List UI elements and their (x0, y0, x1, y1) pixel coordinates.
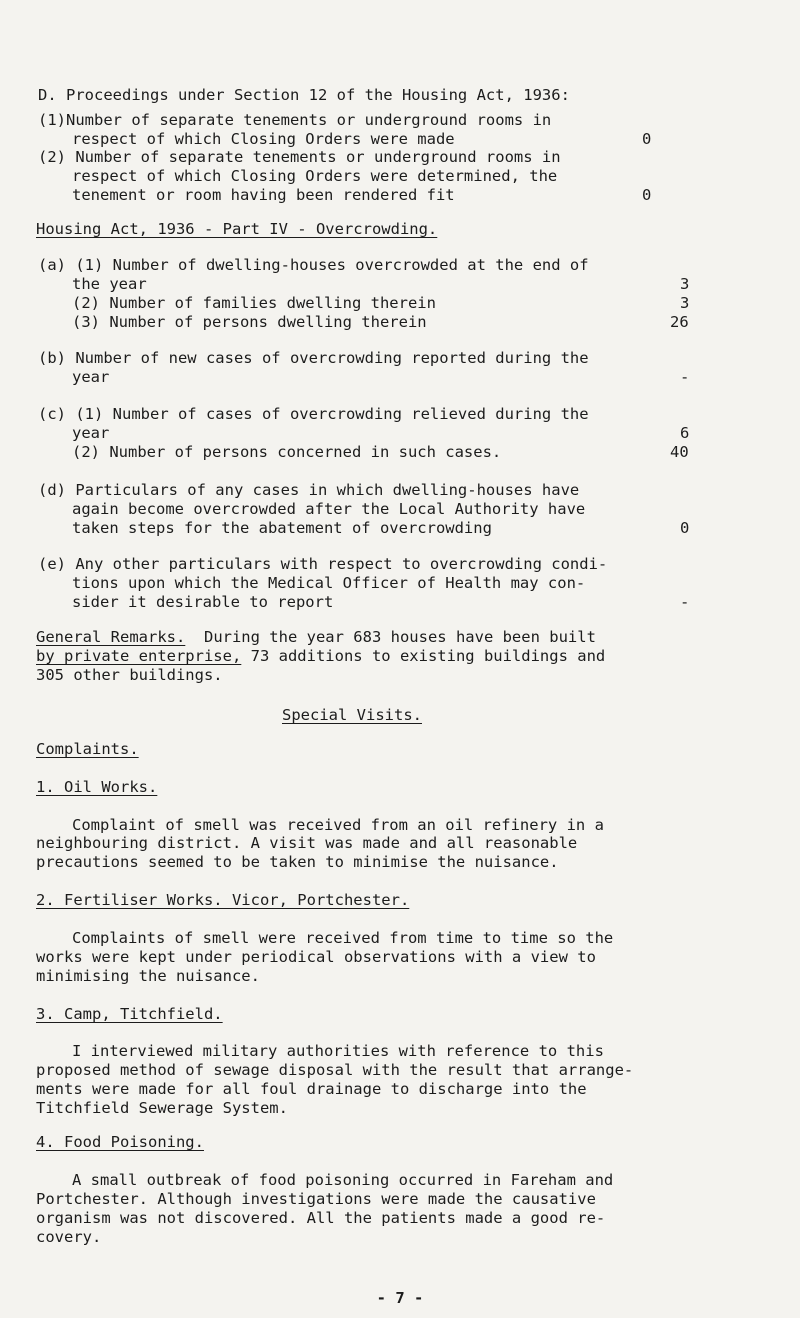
camp-titchfield-line1: I interviewed military authorities with reference to this (72, 1042, 604, 1060)
general-remarks-line1 (36, 627, 596, 647)
overcrowding-d-line2: again become overcrowded after the Local Authority have (72, 500, 586, 518)
oil-works-line1: Complaint of smell was received from an oil refinery in a (72, 816, 604, 834)
general-remarks-line3: 305 other buildings. (36, 666, 223, 684)
camp-titchfield-line4: Titchfield Sewerage System. (36, 1099, 288, 1117)
section-d-item2-line3: tenement or room having been rendered fit (72, 186, 455, 204)
overcrowding-d-line3: taken steps for the abatement of overcrowding (72, 519, 492, 537)
overcrowding-a-line2: the year (72, 275, 147, 293)
overcrowding-b-line1: (b) Number of new cases of overcrowding reported during the (38, 349, 589, 367)
complaints-heading: Complaints. (36, 740, 139, 758)
overcrowding-b-value: - (680, 368, 690, 386)
section-d-item2-line2: respect of which Closing Orders were determined, the (72, 167, 558, 185)
food-poisoning-line2: Portchester. Although investigations were made the causative (36, 1190, 596, 1208)
camp-titchfield-line3: ments were made for all foul drainage to discharge into the (36, 1080, 587, 1098)
fertiliser-works-line3: minimising the nuisance. (36, 967, 260, 985)
overcrowding-c-line2: year (72, 424, 110, 442)
oil-works-line2: neighbouring district. A visit was made and all reasonable (36, 834, 578, 852)
food-poisoning-line3: organism was not discovered. All the patients made a good re- (36, 1209, 606, 1227)
section-d-item2-line1: (2) Number of separate tenements or underground rooms in (38, 148, 561, 166)
overcrowding-e-value: - (680, 593, 690, 611)
food-poisoning-line4: covery. (36, 1228, 102, 1246)
overcrowding-c2-value: 40 (670, 443, 689, 461)
overcrowding-heading: Housing Act, 1936 - Part IV - Overcrowding. (36, 220, 438, 238)
section-d-item1-line1: (1)Number of separate tenements or underground rooms in (38, 111, 552, 129)
section-d-item1-line2: respect of which Closing Orders were made (72, 130, 455, 148)
oil-works-title: 1. Oil Works. (36, 778, 158, 796)
general-remarks-label: General Remarks. (36, 628, 186, 646)
section-d-heading: D. Proceedings under Section 12 of the Housing Act, 1936: (38, 86, 570, 104)
overcrowding-e-line2: tions upon which the Medical Officer of Health may con- (72, 574, 586, 592)
overcrowding-d-value: 0 (680, 519, 690, 537)
overcrowding-a3-value: 26 (670, 313, 689, 331)
camp-titchfield-line2: proposed method of sewage disposal with the result that arrange- (36, 1061, 634, 1079)
overcrowding-c-line1: (c) (1) Number of cases of overcrowding relieved during the (38, 405, 589, 423)
overcrowding-c2-label: (2) Number of persons concerned in such cases. (72, 443, 502, 461)
fertiliser-works-line2: works were kept under periodical observations with a view to (36, 948, 596, 966)
overcrowding-e-line3: sider it desirable to report (72, 593, 334, 611)
food-poisoning-title: 4. Food Poisoning. (36, 1133, 204, 1151)
overcrowding-a2-label: (2) Number of families dwelling therein (72, 294, 436, 312)
overcrowding-e-line1: (e) Any other particulars with respect to overcrowding condi- (38, 555, 608, 573)
overcrowding-a-line1: (a) (1) Number of dwelling-houses overcrowded at the end of (38, 256, 589, 274)
special-visits-title: Special Visits. (282, 706, 422, 724)
overcrowding-c1-value: 6 (680, 424, 690, 442)
overcrowding-a1-value: 3 (680, 275, 690, 293)
general-remarks-text2: 73 additions to existing buildings and (241, 647, 606, 665)
page-number: - 7 - (376, 1289, 424, 1307)
section-d-item1-value: 0 (642, 130, 652, 148)
overcrowding-a2-value: 3 (680, 294, 690, 312)
overcrowding-b-line2: year (72, 368, 110, 386)
overcrowding-d-line1: (d) Particulars of any cases in which dwelling-houses have (38, 481, 580, 499)
food-poisoning-line1: A small outbreak of food poisoning occurred in Fareham and (72, 1171, 614, 1189)
general-remarks-line2 (36, 646, 605, 666)
oil-works-line3: precautions seemed to be taken to minimise the nuisance. (36, 853, 559, 871)
fertiliser-works-line1: Complaints of smell were received from time to time so the (72, 929, 614, 947)
section-d-item2-value: 0 (642, 186, 652, 204)
camp-titchfield-title: 3. Camp, Titchfield. (36, 1005, 223, 1023)
fertiliser-works-title: 2. Fertiliser Works. Vicor, Portchester. (36, 891, 410, 909)
general-remarks-underlined: by private enterprise, (36, 647, 242, 665)
general-remarks-text1: During the year 683 houses have been built (203, 628, 596, 646)
overcrowding-a3-label: (3) Number of persons dwelling therein (72, 313, 427, 331)
